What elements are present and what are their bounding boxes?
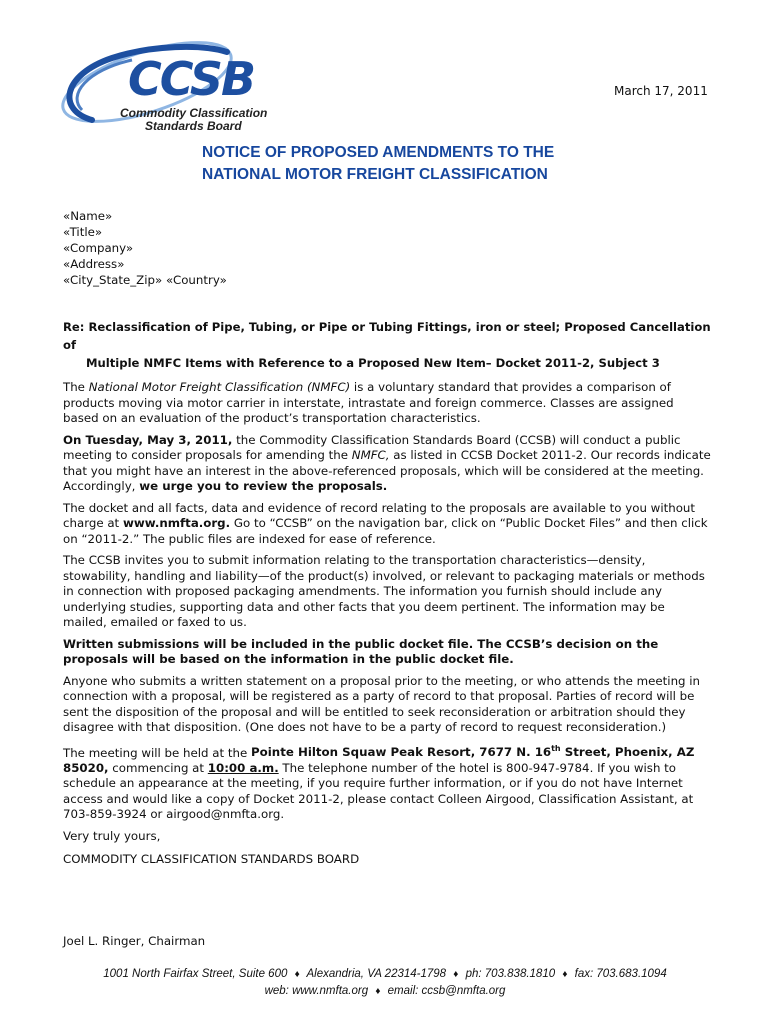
nmfc-title: National Motor Freight Classification (NMFC) bbox=[88, 380, 351, 394]
notice-heading bbox=[202, 142, 602, 186]
text: The telephone number of the hotel is 800-947-9784. If you wish to schedule an appearance at the meeting, if you require further information, or if you do not have Internet access and would like a copy of Docket 2011-2, please contact Colleen Airgood, Classification Assistant, at 703-859-3924 or airgood@nmfta.org. bbox=[63, 760, 694, 822]
paragraph-submissions bbox=[63, 637, 711, 668]
text: the Commodity Classification Standards Board (CCSB) will conduct a public meeting to consider proposals for amending the bbox=[63, 432, 681, 462]
footer-fax: fax: 703.683.1094 bbox=[574, 968, 667, 980]
subject-line-1: Re: Reclassification of Pipe, Tubing, or Pipe or Tubing Fittings, iron or steel; Proposed Cancellation of bbox=[63, 320, 711, 352]
heading-line-1: NOTICE OF PROPOSED AMENDMENTS TO THE bbox=[202, 144, 555, 161]
footer-street: 1001 North Fairfax Street, Suite 600 bbox=[103, 968, 288, 980]
subject-line bbox=[63, 318, 711, 372]
text: The bbox=[63, 380, 89, 394]
text: Go to “CCSB” on the navigation bar, click on “Public Docket Files” and then click on “2011-2.” The public files are indexed for ease of reference. bbox=[63, 516, 708, 546]
diamond-icon: ♦ bbox=[453, 969, 459, 980]
footer-phone: ph: 703.838.1810 bbox=[465, 968, 556, 980]
letter-body bbox=[63, 318, 711, 876]
footer-line-1 bbox=[0, 966, 770, 983]
logo-line-1: Commodity Classification bbox=[120, 106, 268, 120]
meeting-time: 10:00 a.m. bbox=[207, 760, 279, 775]
letter-date: March 17, 2011 bbox=[614, 84, 708, 98]
board-name: COMMODITY CLASSIFICATION STANDARDS BOARD bbox=[63, 852, 360, 867]
address-company: «Company» bbox=[63, 241, 134, 255]
nmfc-ref: NMFC, bbox=[351, 448, 390, 462]
venue-name: Pointe Hilton Squaw Peak Resort, 7677 N. 16 bbox=[251, 745, 552, 760]
footer-city: Alexandria, VA 22314-1798 bbox=[306, 968, 447, 980]
address-name: «Name» bbox=[63, 209, 113, 223]
meeting-date: On Tuesday, May 3, 2011, bbox=[63, 432, 233, 447]
text: commencing at bbox=[108, 760, 208, 775]
recipient-address bbox=[63, 208, 227, 288]
address-city: «City_State_Zip» «Country» bbox=[63, 273, 227, 287]
paragraph-location bbox=[63, 742, 711, 823]
text: as listed in CCSB Docket 2011-2. Our records indicate that you might have an interest in the above-referenced proposals, which will be considered at the meeting. Accordingly, bbox=[63, 448, 711, 493]
text: is a voluntary standard that provides a comparison of products moving via motor carrier in interstate, intrastate and foreign commerce. Classes are assigned based on an evaluation of the product’s transportation characteristics. bbox=[63, 380, 674, 425]
paragraph-meeting bbox=[63, 433, 711, 495]
text: The meeting will be held at the bbox=[63, 745, 252, 760]
footer-line-2 bbox=[0, 983, 770, 1000]
diamond-icon: ♦ bbox=[375, 986, 381, 997]
subject-line-2: Multiple NMFC Items with Reference to a Proposed New Item– Docket 2011-2, Subject 3 bbox=[86, 356, 660, 370]
paragraph-intro bbox=[63, 380, 711, 427]
paragraph-docket bbox=[63, 501, 711, 548]
logo-subtitle bbox=[120, 107, 267, 133]
footer bbox=[0, 966, 770, 1000]
text: The docket and all facts, data and evidence of record relating to the proposals are available to you without charge at bbox=[63, 500, 696, 530]
diamond-icon: ♦ bbox=[294, 969, 300, 980]
website-link[interactable]: www.nmfta.org. bbox=[122, 516, 231, 530]
paragraph-party: Anyone who submits a written statement on a proposal prior to the meeting, or who attends the meeting in connection with a proposal, will be registered as a party of record to that proposal. Parties of record will be sent the disposition of the proposal and will be entitled to seek reconsideration or arbitration should they disagree with that disposition. (One does not have to be a party of record to request reconsideration.) bbox=[63, 673, 701, 734]
footer-email[interactable]: email: ccsb@nmfta.org bbox=[387, 985, 506, 997]
logo-line-2: Standards Board bbox=[145, 119, 242, 133]
closing: Very truly yours, bbox=[63, 828, 161, 843]
submissions-text: Written submissions will be included in the public docket file. The CCSB’s decision on the proposals will be based on the information in the public docket file. bbox=[63, 636, 659, 666]
footer-web[interactable]: web: www.nmfta.org bbox=[264, 985, 369, 997]
signoff bbox=[63, 829, 711, 868]
urge-text: we urge you to review the proposals. bbox=[139, 479, 388, 493]
address-title: «Title» bbox=[63, 225, 103, 239]
logo-abbrev: CCSB bbox=[128, 52, 255, 106]
heading-line-2: NATIONAL MOTOR FREIGHT CLASSIFICATION bbox=[202, 166, 548, 183]
signer: Joel L. Ringer, Chairman bbox=[63, 934, 206, 948]
diamond-icon: ♦ bbox=[562, 969, 568, 980]
venue-city: Street, Phoenix, AZ 85020, bbox=[63, 745, 695, 775]
ordinal: th bbox=[551, 744, 561, 754]
address-street: «Address» bbox=[63, 257, 125, 271]
paragraph-invite: The CCSB invites you to submit information relating to the transportation characteristics—density, stowability, handling and liability—of the product(s) involved, or relevant to packaging materials or methods in connection with proposed packaging amendments. The information you furnish should include any underlying studies, supporting data and other facts that you deem pertinent. The information may be mailed, emailed or faxed to us. bbox=[63, 553, 705, 629]
